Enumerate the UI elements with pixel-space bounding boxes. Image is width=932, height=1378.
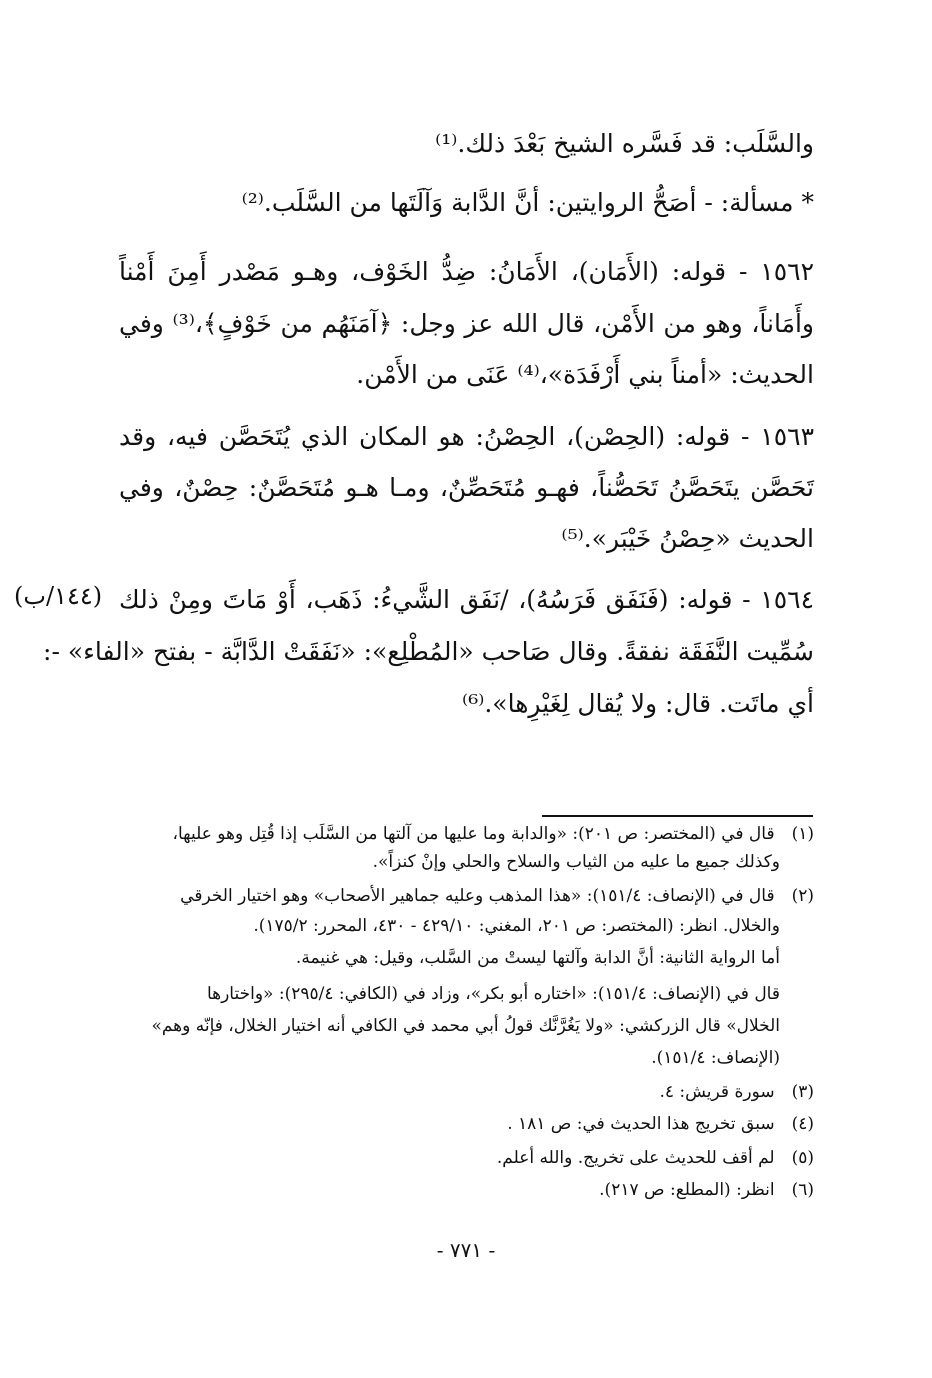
paragraph-salab: والسَّلَب: قد فَسَّره الشيخ بَعْدَ ذلك.⁽¹⁾ xyxy=(435,129,814,158)
footnote-3 xyxy=(119,1080,814,1104)
footnote-2-number: (٢) xyxy=(791,886,814,906)
footnote-3-text: سورة قريش: ٤. xyxy=(659,1082,775,1102)
footnote-6 xyxy=(119,1178,814,1202)
paragraph-1564-line-3: أي ماتَت. قال: ولا يُقال لِغَيْرِها».⁽⁶⁾ xyxy=(462,689,814,718)
footnote-4 xyxy=(119,1112,814,1136)
paragraph-1562-line-3: الحديث: «أمناً بني أَرْفَدَة»،⁽⁴⁾ عَنَى من الأَمْن. xyxy=(356,360,814,389)
paragraph-1563-line-2: تَحَصَّن يتَحَصَّنُ تَحَصُّناً، فهـو مُتَحَصِّنٌ، ومـا هـو مُتَحَصَّنٌ: حِصْنٌ، وفي xyxy=(119,473,814,502)
paragraph-1563-line-1: ١٥٦٣ - قوله: (الحِصْن)، الحِصْنُ: هو المكان الذي يُتَحَصَّن فيه، وقد xyxy=(119,422,814,451)
paragraph-1563-line-3: الحديث «حِصْنُ خَيْبَر».⁽⁵⁾ xyxy=(561,524,814,553)
footnote-2-line-2: والخلال. انظر: (المختصر: ص ٢٠١، المغني: ٤٢٩/١٠ - ٤٣٠، المحرر: ١٧٥/٢). xyxy=(253,916,780,936)
footnote-2 xyxy=(119,884,814,908)
footnote-3-number: (٣) xyxy=(791,1082,814,1102)
marginal-folio-note: (١٤٤/ب) xyxy=(14,582,103,610)
footnote-6-text: انظر: (المطلع: ص ٢١٧). xyxy=(599,1180,775,1200)
footnote-2-line-4: قال في (الإنصاف: ١٥١/٤): «اختاره أبو بكر»، وزاد في (الكافي: ٢٩٥/٤): «واختارها xyxy=(206,984,780,1004)
footnote-1 xyxy=(119,822,814,846)
paragraph-1562-line-1: ١٥٦٢ - قوله: (الأَمَان)، الأَمَانُ: ضِدُّ الخَوْف، وهـو مَصْدر أَمِنَ أَمْناً xyxy=(119,257,814,286)
paragraph-1564-line-2: سُمِّيت النَّفَقَة نفقةً. وقال صَاحب «المُطْلِع»: «نَفَقَتْ الدَّابَّة - بفتح «الفاء» -: xyxy=(43,637,814,666)
paragraph-1564-line-1: ١٥٦٤ - قوله: (فَنَفَق فَرَسُهُ)، /نَفَق الشَّيءُ: ذَهَب، أَوْ مَاتَ ومِنْ ذلك xyxy=(119,585,814,614)
page-number: - ٧٧١ - xyxy=(436,1238,496,1262)
footnote-separator xyxy=(542,815,813,817)
footnote-2-text: قال في (الإنصاف: ١٥١/٤): «هذا المذهب وعليه جماهير الأصحاب» وهو اختيار الخرقي xyxy=(180,886,775,906)
paragraph-1562-line-2: وأَمَاناً، وهو من الأَمْن، قال الله عز وجل: ﴿آمَنَهُم من خَوْفٍ﴾،⁽³⁾ وفي xyxy=(119,309,814,338)
footnote-2-line-6: (الإنصاف: ١٥١/٤). xyxy=(651,1048,780,1068)
footnote-1-text: قال في (المختصر: ص ٢٠١): «والدابة وما عليها من آلتها من السَّلَب إذا قُتِل وهو عليها، xyxy=(172,824,775,844)
footnote-6-number: (٦) xyxy=(791,1180,814,1200)
footnote-4-number: (٤) xyxy=(791,1114,814,1134)
footnote-1-continuation: وكذلك جميع ما عليه من الثياب والسلاح والحلي وإنْ كنزاً». xyxy=(372,852,780,872)
footnote-5-number: (٥) xyxy=(791,1148,814,1168)
footnote-1-number: (١) xyxy=(791,824,814,844)
paragraph-masala: * مسألة: - أصَحُّ الروايتين: أنَّ الدَّابة وَآلَتَها من السَّلَب.⁽²⁾ xyxy=(241,188,814,217)
footnote-5-text: لم أقف للحديث على تخريج. والله أعلم. xyxy=(496,1148,775,1168)
footnote-2-line-3: أما الرواية الثانية: أنَّ الدابة وآلتها ليستْ من السَّلب، وقيل: هي غنيمة. xyxy=(295,948,780,968)
footnote-4-text: سبق تخريج هذا الحديث في: ص ١٨١ . xyxy=(507,1114,775,1134)
footnote-5 xyxy=(119,1146,814,1170)
footnote-2-line-5: الخلال» قال الزركشي: «ولا يَغُرَّنَّك قولُ أبي محمد في الكافي أنه اختيار الخلال، فإنّه وهم» xyxy=(151,1016,780,1036)
